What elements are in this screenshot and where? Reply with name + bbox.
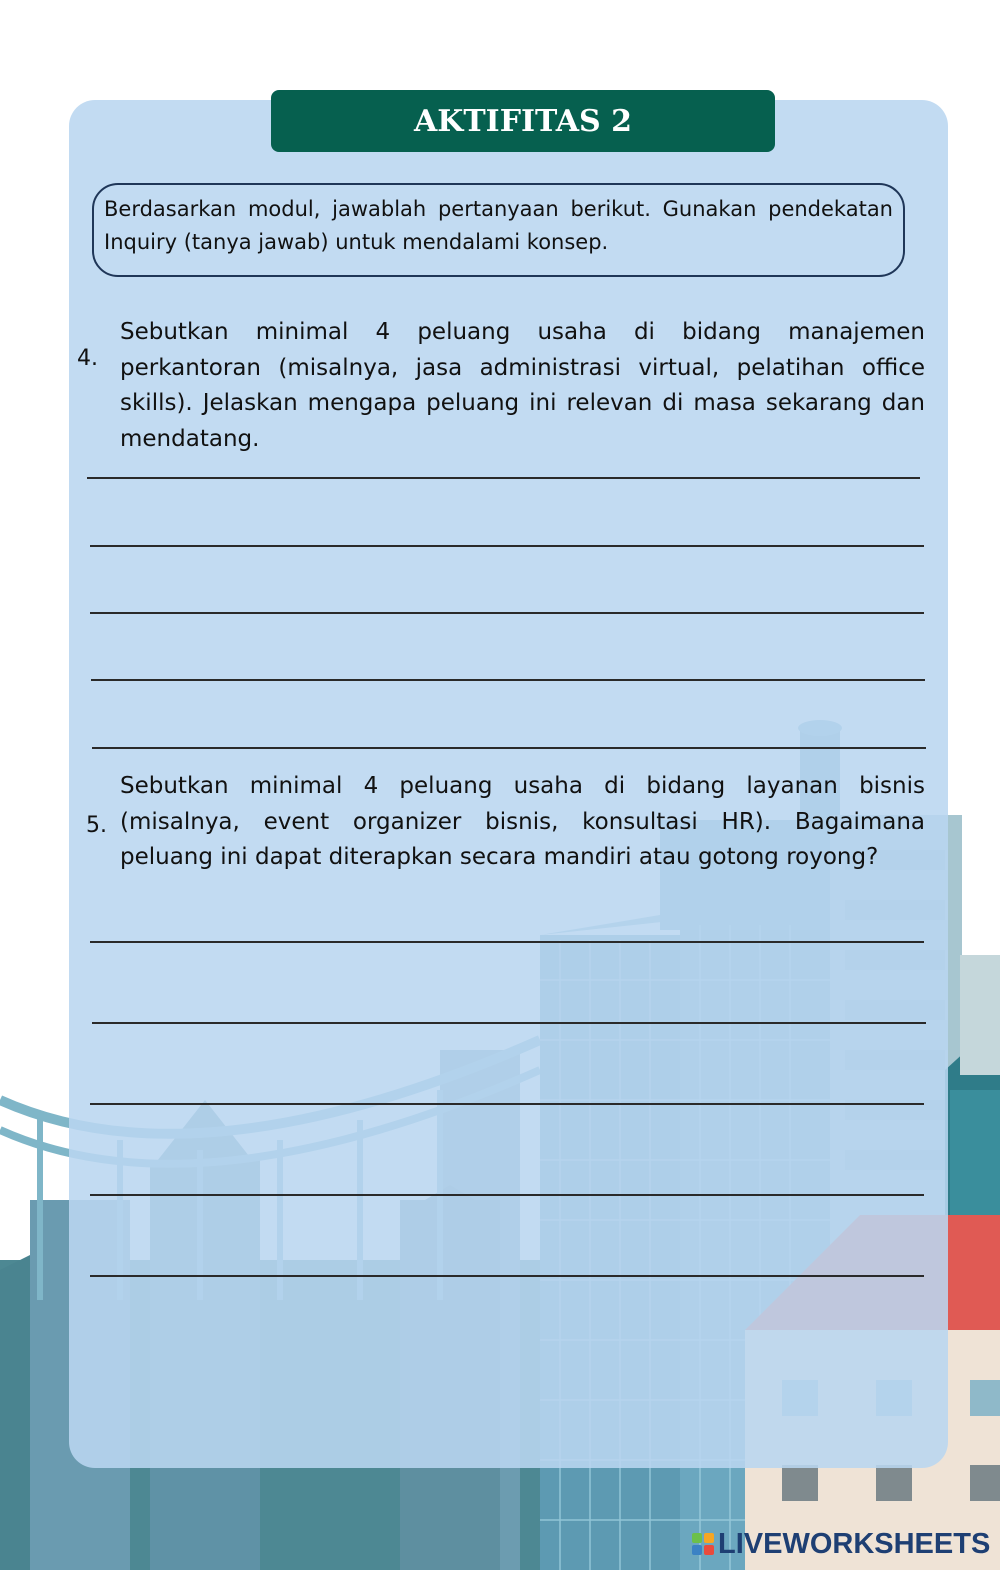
brand-name: LIVEWORKSHEETS xyxy=(718,1527,991,1560)
answer-line[interactable] xyxy=(90,1275,924,1277)
answer-line[interactable] xyxy=(90,1194,924,1196)
question-number-4: 4. xyxy=(77,346,98,371)
answer-line[interactable] xyxy=(90,612,924,614)
liveworksheets-grid-icon xyxy=(692,1533,714,1555)
answer-line[interactable] xyxy=(87,477,920,479)
liveworksheets-logo[interactable] xyxy=(692,1528,990,1560)
answer-line[interactable] xyxy=(92,747,926,749)
question-number-5: 5. xyxy=(86,813,107,838)
instruction-box: Berdasarkan modul, jawablah pertanyaan berikut. Gunakan pendekatan Inquiry (tanya jawab) untuk mendalami konsep. xyxy=(92,183,905,277)
answer-line[interactable] xyxy=(90,1103,924,1105)
question-text-5: Sebutkan minimal 4 peluang usaha di bidang layanan bisnis (misalnya, event organizer bisnis, konsultasi HR). Bagaimana peluang ini dapat diterapkan secara mandiri atau gotong royong? xyxy=(120,773,925,870)
question-text-4: Sebutkan minimal 4 peluang usaha di bidang manajemen perkantoran (misalnya, jasa administrasi virtual, pelatihan office skills). Jelaskan mengapa peluang ini relevan di masa sekarang dan mendatang. xyxy=(120,319,925,452)
answer-line[interactable] xyxy=(90,545,924,547)
answer-line[interactable] xyxy=(91,679,925,681)
page-title: AKTIFITAS 2 xyxy=(271,90,775,152)
answer-line[interactable] xyxy=(90,941,924,943)
answer-line[interactable] xyxy=(92,1022,926,1024)
